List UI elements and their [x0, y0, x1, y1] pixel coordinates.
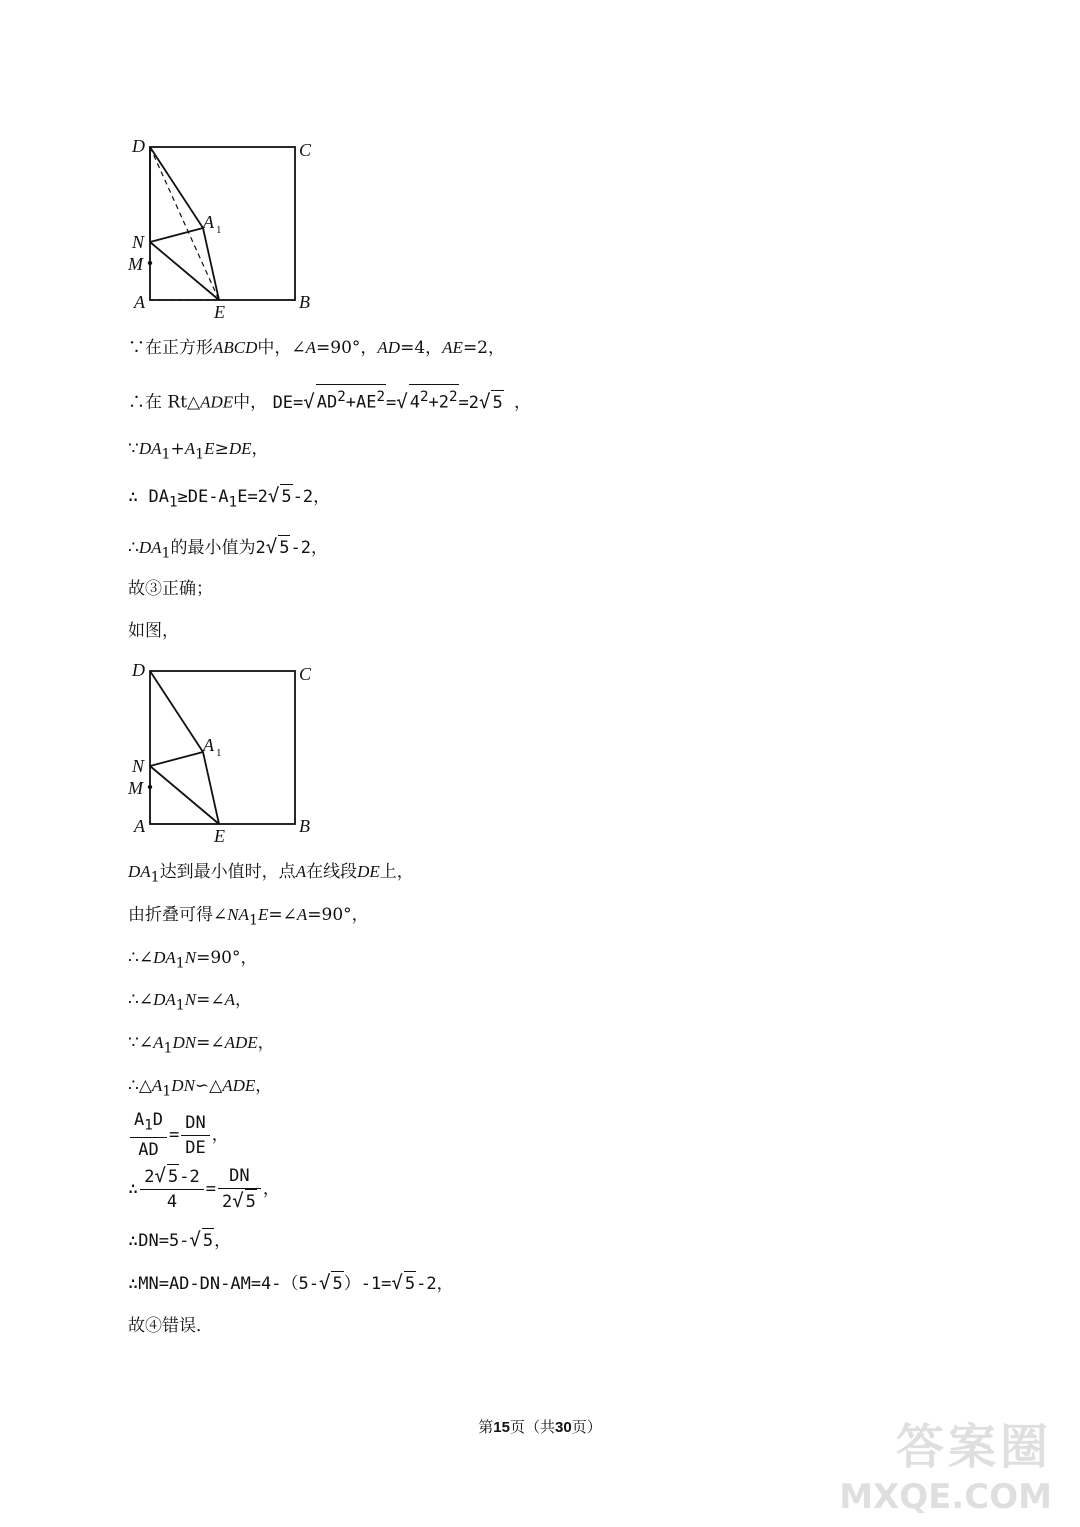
point-m [148, 261, 152, 265]
label-c: C [299, 140, 312, 160]
text-line-9: 由折叠可得$\angle NA_1E=\angle A=90^\circ$， [128, 905, 369, 929]
text-line-13: $\therefore\triangle A_1DN∽\triangle ADE$， [128, 1076, 273, 1100]
label-d: D [132, 136, 145, 156]
label-a: A [134, 292, 145, 312]
watermark-site: MXQE.COM [839, 1477, 1052, 1517]
text-line-2: ∴在 Rt△ADE中， DE=√ $AD^2+AE^2=√$ $4^2+2^2=2√$ 5 ， [128, 384, 531, 415]
label-e: E [214, 302, 225, 322]
label-m: M [128, 778, 143, 798]
segment-na1 [150, 752, 203, 766]
label-a1-sub: 1 [216, 224, 222, 236]
text-line-3: $\because DA_1+A_1E\ge DE$， [128, 439, 269, 463]
text-line-11: $\therefore\angle DA_1N=\angle A$， [128, 990, 252, 1014]
label-b: B [299, 292, 310, 312]
point-m [148, 785, 152, 789]
text-line-10: $\therefore\angle DA_1N=90^\circ$， [128, 948, 258, 972]
text-line-12: $\because\angle A_1DN=\angle ADE$， [128, 1033, 275, 1057]
text-line-8: $DA_1$达到最小值时，点A在线段DE上， [128, 862, 414, 886]
fraction-a1d-ad: $\frac{A_1D}{AD}$ [130, 1108, 167, 1162]
watermark-logo-text: 答案圈 [895, 1419, 1052, 1475]
label-n: N [132, 232, 145, 252]
label-a1: A [203, 212, 214, 232]
formula-de: DE=√ $AD^2+AE^2=√$ $4^2+2^2=2√$ 5 [273, 393, 514, 413]
fraction-right: $\frac{DN}{2√ 5}$ [218, 1164, 261, 1214]
text-line-7: 如图， [128, 621, 179, 641]
label-c: C [299, 664, 312, 684]
label-m: M [128, 254, 143, 274]
text-line-18: 故④错误． [128, 1316, 213, 1336]
label-n: N [132, 756, 145, 776]
label-b: B [299, 816, 310, 836]
segment-na1 [150, 228, 203, 242]
fraction-left: $\frac{2√ 5-2}{4}$ [140, 1164, 203, 1214]
text-line-17: ∴MN=AD-DN-AM=4-（5-√ 5）-1=√ 5-2， [128, 1272, 454, 1294]
text-line-5: $\therefore DA_1$的最小值为2√ 5-2， [128, 536, 328, 562]
square-outline [150, 671, 295, 824]
page-footer: 第15页（共30页） [478, 1418, 602, 1436]
text-line-15: ∴ $\frac{2√ 5-2}{4}$ = $\frac{DN}{2√ 5}$ ， [128, 1165, 280, 1212]
square-outline [150, 147, 295, 300]
text-line-4: ∴ $DA_1\ge DE-A_1E=2√$ 5-2， [128, 485, 331, 511]
label-a1-sub: 1 [216, 747, 222, 759]
label-d: D [132, 660, 145, 680]
watermark [839, 1408, 1052, 1517]
label-e: E [214, 826, 225, 846]
text-line-14: $\frac{A_1D}{AD}$ = $\frac{DN}{DE}$ ， [128, 1108, 229, 1162]
figure-2 [120, 654, 320, 849]
label-a1: A [203, 735, 214, 755]
figure-1 [120, 130, 320, 325]
text-line-6: 故③正确； [128, 579, 213, 599]
text-line-1: ∵在正方形ABCD中，∠A=90°，AD=4，AE=2， [128, 338, 505, 358]
text-line-16: ∴DN=5-√ 5， [128, 1229, 232, 1251]
fraction-dn-de: $\frac{DN}{DE}$ [181, 1111, 209, 1160]
label-a: A [134, 816, 145, 836]
